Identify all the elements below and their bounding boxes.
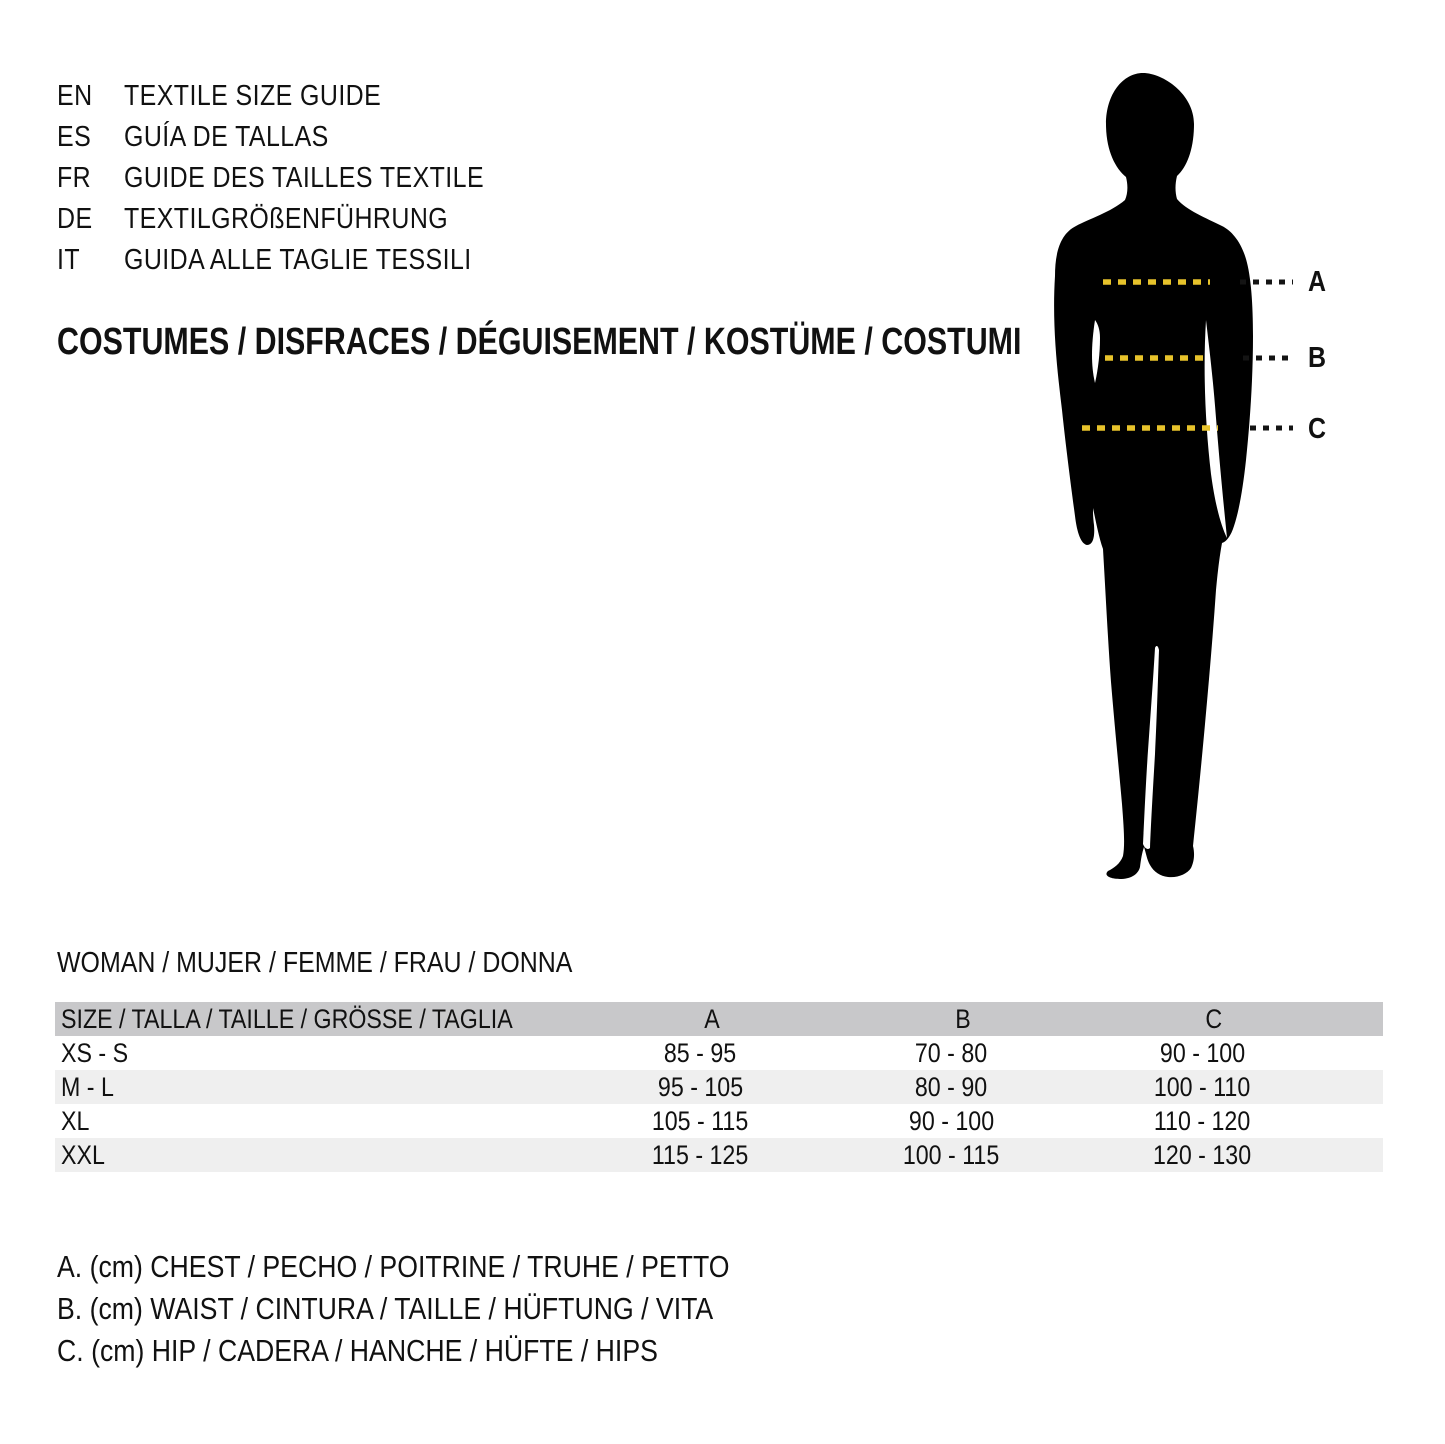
cell-b: 90 - 100 xyxy=(908,1106,995,1136)
cell-a: 95 - 105 xyxy=(657,1072,744,1102)
size-table-header-row xyxy=(55,1002,1383,1036)
legend-hip: C. (cm) HIP / CADERA / HANCHE / HÜFTE / HIPS xyxy=(57,1333,658,1368)
table-row-xl xyxy=(55,1104,1383,1138)
cell-a: 105 - 115 xyxy=(652,1106,749,1136)
cell-c: 110 - 120 xyxy=(1154,1106,1251,1136)
marker-label-a: A xyxy=(1308,266,1327,298)
language-title-list xyxy=(57,76,543,281)
language-row-it xyxy=(57,240,543,281)
cell-a: 85 - 95 xyxy=(664,1038,737,1068)
marker-label-c: C xyxy=(1308,413,1327,445)
table-row-m-l xyxy=(55,1070,1383,1104)
cell-size: XS - S xyxy=(61,1038,129,1068)
cell-size: XXL xyxy=(61,1140,105,1170)
woman-silhouette-figure xyxy=(1043,70,1303,880)
cell-size: XL xyxy=(61,1106,90,1136)
header-col-a: A xyxy=(703,1004,720,1034)
language-row-de xyxy=(57,199,543,240)
cell-b: 100 - 115 xyxy=(903,1140,1000,1170)
cell-size: M - L xyxy=(61,1072,114,1102)
size-table xyxy=(55,1002,1383,1172)
cell-c: 90 - 100 xyxy=(1159,1038,1246,1068)
legend-chest: A. (cm) CHEST / PECHO / POITRINE / TRUHE / PETTO xyxy=(57,1249,730,1284)
language-row-fr xyxy=(57,158,543,199)
cell-b: 80 - 90 xyxy=(915,1072,988,1102)
language-row-es xyxy=(57,117,543,158)
header-pad xyxy=(1339,1002,1383,1036)
marker-label-b: B xyxy=(1308,342,1327,374)
language-code: ES xyxy=(57,121,92,153)
cell-c: 100 - 110 xyxy=(1154,1072,1251,1102)
language-code: DE xyxy=(57,203,93,235)
language-title: GUIDA ALLE TAGLIE TESSILI xyxy=(124,244,472,276)
header-col-c: C xyxy=(1205,1004,1223,1034)
language-title: GUÍA DE TALLAS xyxy=(124,121,329,153)
language-title: TEXTILE SIZE GUIDE xyxy=(124,80,382,112)
language-row-en xyxy=(57,76,543,117)
language-code: EN xyxy=(57,80,93,112)
cell-a: 115 - 125 xyxy=(652,1140,749,1170)
section-title-woman: WOMAN / MUJER / FEMME / FRAU / DONNA xyxy=(57,947,573,979)
legend-waist: B. (cm) WAIST / CINTURA / TAILLE / HÜFTUNG / VITA xyxy=(57,1291,714,1326)
table-row-xxl xyxy=(55,1138,1383,1172)
header-size-label: SIZE / TALLA / TAILLE / GRÖSSE / TAGLIA xyxy=(61,1004,513,1034)
language-code: FR xyxy=(57,162,92,194)
measurement-figure xyxy=(1043,70,1445,880)
language-code: IT xyxy=(57,244,81,276)
category-heading: COSTUMES / DISFRACES / DÉGUISEMENT / KOSTÜME / COSTUMI xyxy=(57,321,1022,363)
measurement-legend xyxy=(57,1246,839,1372)
language-title: TEXTILGRÖßENFÜHRUNG xyxy=(124,203,449,235)
cell-c: 120 - 130 xyxy=(1153,1140,1252,1170)
cell-b: 70 - 80 xyxy=(915,1038,988,1068)
language-title: GUIDE DES TAILLES TEXTILE xyxy=(124,162,485,194)
table-row-xs-s xyxy=(55,1036,1383,1070)
header-col-b: B xyxy=(954,1004,971,1034)
